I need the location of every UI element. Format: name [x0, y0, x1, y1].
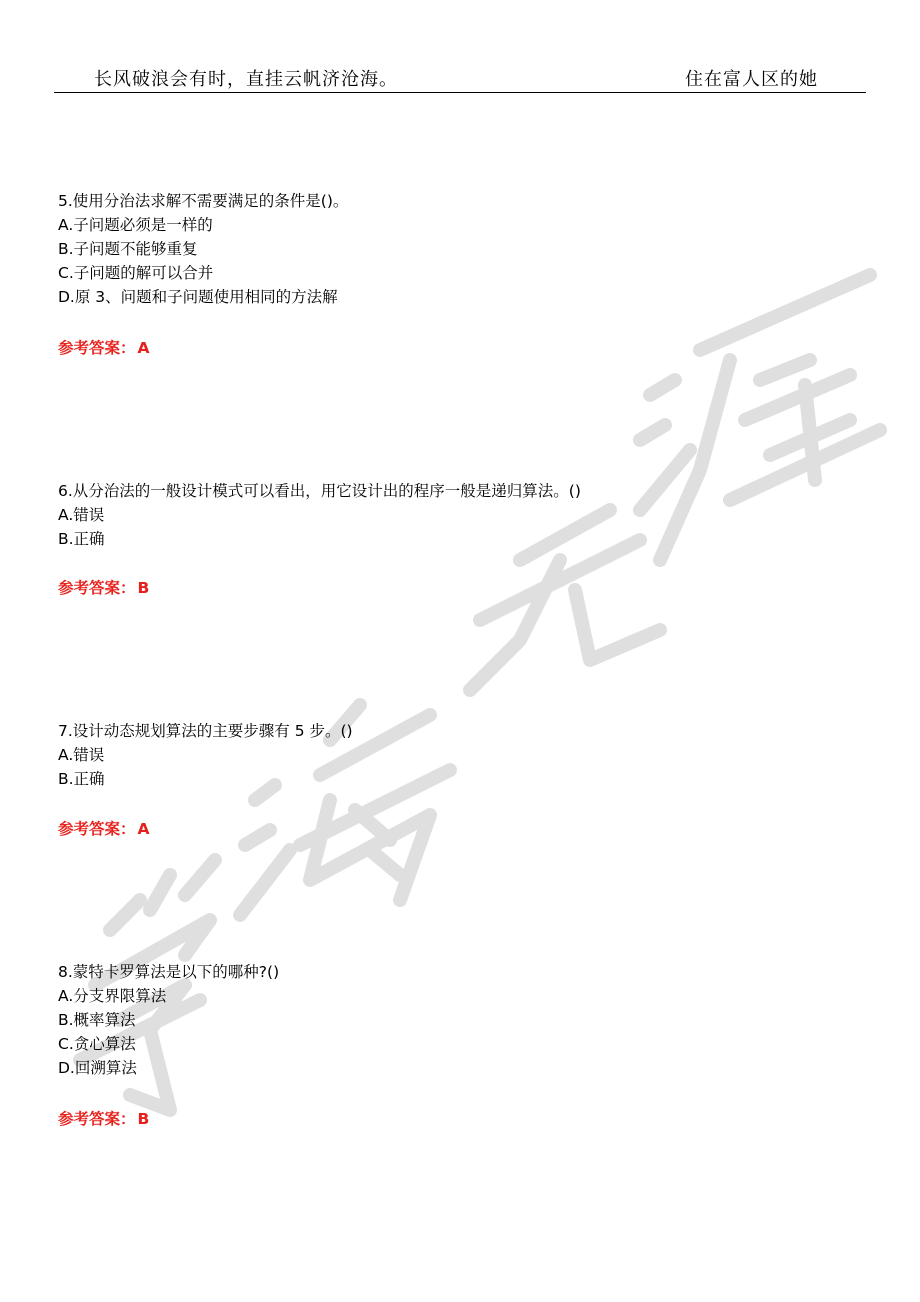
- question-stem: 6.从分治法的一般设计模式可以看出，用它设计出的程序一般是递归算法。(): [58, 482, 581, 500]
- option-b: B.概率算法: [58, 1011, 136, 1029]
- option-c: C.子问题的解可以合并: [58, 264, 214, 282]
- answer-value: A: [137, 339, 150, 357]
- answer-label: 参考答案：: [58, 339, 136, 357]
- question-stem: 8.蒙特卡罗算法是以下的哪种?(): [58, 963, 280, 981]
- option-c: C.贪心算法: [58, 1035, 136, 1053]
- option-a: A.分支界限算法: [58, 987, 167, 1005]
- answer-value: B: [137, 579, 150, 597]
- watermark-char-4: [640, 275, 880, 560]
- header-motto: 长风破浪会有时，直挂云帆济沧海。: [94, 69, 398, 90]
- header-author: 住在富人区的她: [685, 69, 818, 90]
- question-stem: 7.设计动态规划算法的主要步骤有 5 步。(): [58, 722, 353, 740]
- answer-7: [58, 817, 150, 839]
- option-b: B.正确: [58, 530, 105, 548]
- option-b: B.子问题不能够重复: [58, 240, 198, 258]
- answer-label: 参考答案：: [58, 1110, 136, 1128]
- question-5: [58, 189, 348, 309]
- option-a: A.子问题必须是一样的: [58, 216, 213, 234]
- option-a: A.错误: [58, 746, 105, 764]
- option-d: D.原 3、问题和子问题使用相同的方法解: [58, 288, 338, 306]
- question-8: [58, 960, 279, 1080]
- option-d: D.回溯算法: [58, 1059, 137, 1077]
- question-7: [58, 719, 353, 791]
- answer-label: 参考答案：: [58, 820, 136, 838]
- answer-value: A: [137, 820, 150, 838]
- answer-6: [58, 576, 149, 598]
- answer-value: B: [137, 1110, 150, 1128]
- option-b: B.正确: [58, 770, 105, 788]
- answer-label: 参考答案：: [58, 579, 136, 597]
- question-6: [58, 479, 581, 551]
- answer-5: [58, 336, 150, 358]
- page-header: [54, 62, 866, 93]
- answer-8: [58, 1107, 149, 1129]
- option-a: A.错误: [58, 506, 105, 524]
- question-stem: 5.使用分治法求解不需要满足的条件是()。: [58, 192, 349, 210]
